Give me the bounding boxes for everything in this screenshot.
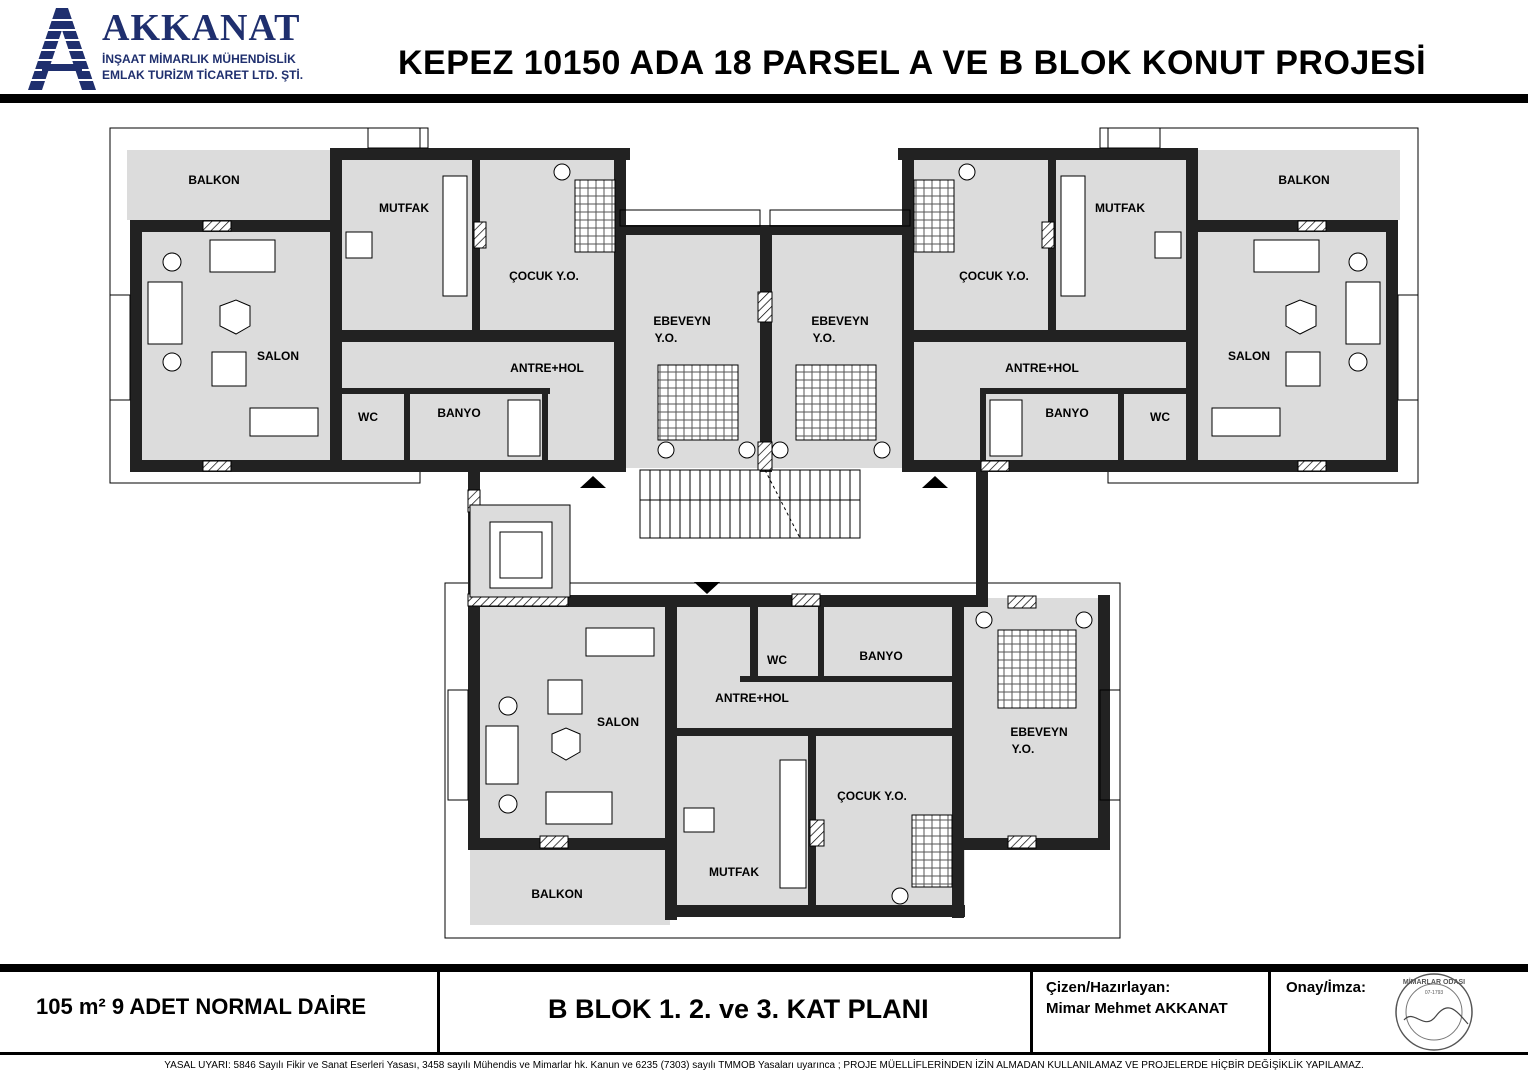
room-label-salon-right: SALON <box>1228 349 1270 363</box>
staircase <box>640 470 860 538</box>
project-title: KEPEZ 10150 ADA 18 PARSEL A VE B BLOK KONUT PROJESİ <box>398 44 1427 82</box>
room-label-salon-bottom: SALON <box>597 715 639 729</box>
company-line-1: İNŞAAT MİMARLIK MÜHENDİSLİK <box>102 52 296 66</box>
company-logo-mark <box>22 6 98 90</box>
room-label-balkon-bottom: BALKON <box>531 887 583 901</box>
room-label-ebeveyn-right-yo: Y.O. <box>812 331 836 345</box>
room-label-balkon-right: BALKON <box>1278 173 1330 187</box>
footer-separator <box>1030 972 1033 1052</box>
legal-warning: YASAL UYARI: 5846 Sayılı Fikir ve Sanat Eserleri Yasası, 3458 sayılı Mühendis ve Mimarlar hk. Kanun ve 6235 (7303) sayılı TMMOB Yasaları uyarınca ; PROJE MÜELLİFLERİNDEN İZİN ALMADAN KULLANILAMAZ VE PROJELERDE HİÇBİR DEĞİŞİKLİK YAPILAMAZ. <box>164 1060 1364 1071</box>
room-label-antre-right: ANTRE+HOL <box>1005 361 1079 375</box>
room-label-wc-bottom: WC <box>767 653 787 667</box>
room-label-ebeveyn-left-yo: Y.O. <box>654 331 678 345</box>
room-label-ebeveyn-bottom-yo: Y.O. <box>1011 742 1035 756</box>
entry-arrows <box>580 476 948 594</box>
header-divider <box>0 94 1528 103</box>
company-logo <box>22 6 342 90</box>
room-label-ebeveyn-left: EBEVEYN <box>653 314 711 328</box>
footer-plan-title: B BLOK 1. 2. ve 3. KAT PLANI <box>548 994 929 1024</box>
room-label-antre-left: ANTRE+HOL <box>510 361 584 375</box>
footer-divider <box>0 964 1528 972</box>
company-name: AKKANAT <box>102 7 301 49</box>
room-label-balkon-left: BALKON <box>188 173 240 187</box>
room-label-cocuk-left: ÇOCUK Y.O. <box>509 269 579 283</box>
room-label-wc-left: WC <box>358 410 378 424</box>
footer-architect-name: Mimar Mehmet AKKANAT <box>1046 1000 1228 1017</box>
room-label-mutfak-bottom: MUTFAK <box>709 865 759 879</box>
room-label-cocuk-bottom: ÇOCUK Y.O. <box>837 789 907 803</box>
footer-signature-label: Onay/İmza: <box>1286 979 1367 996</box>
room-label-mutfak-left: MUTFAK <box>379 201 429 215</box>
company-line-2: EMLAK TURİZM TİCARET LTD. ŞTİ. <box>102 68 304 82</box>
room-label-banyo-bottom: BANYO <box>859 649 903 663</box>
footer-area-summary: 105 m² 9 ADET NORMAL DAİRE <box>36 994 367 1019</box>
room-label-banyo-left: BANYO <box>437 406 481 420</box>
room-label-antre-bottom: ANTRE+HOL <box>715 691 789 705</box>
stamp-text: MİMARLAR ODASI <box>1402 979 1466 986</box>
elevator <box>470 505 570 597</box>
stamp-number: 07-1793 <box>1424 990 1444 996</box>
room-label-wc-right: WC <box>1150 410 1170 424</box>
room-label-ebeveyn-bottom: EBEVEYN <box>1010 725 1068 739</box>
footer-separator <box>1268 972 1271 1052</box>
signature-scribble <box>1404 1008 1468 1024</box>
architect-stamp <box>1384 970 1484 1052</box>
room-label-salon-left: SALON <box>257 349 299 363</box>
floor-plan <box>0 103 1528 963</box>
room-label-mutfak-right: MUTFAK <box>1095 201 1145 215</box>
footer-drawn-by-label: Çizen/Hazırlayan: <box>1046 979 1171 996</box>
room-label-banyo-right: BANYO <box>1045 406 1089 420</box>
footer-bottom-rule <box>0 1052 1528 1055</box>
room-label-cocuk-right: ÇOCUK Y.O. <box>959 269 1029 283</box>
footer-separator <box>437 972 440 1052</box>
room-label-ebeveyn-right: EBEVEYN <box>811 314 869 328</box>
